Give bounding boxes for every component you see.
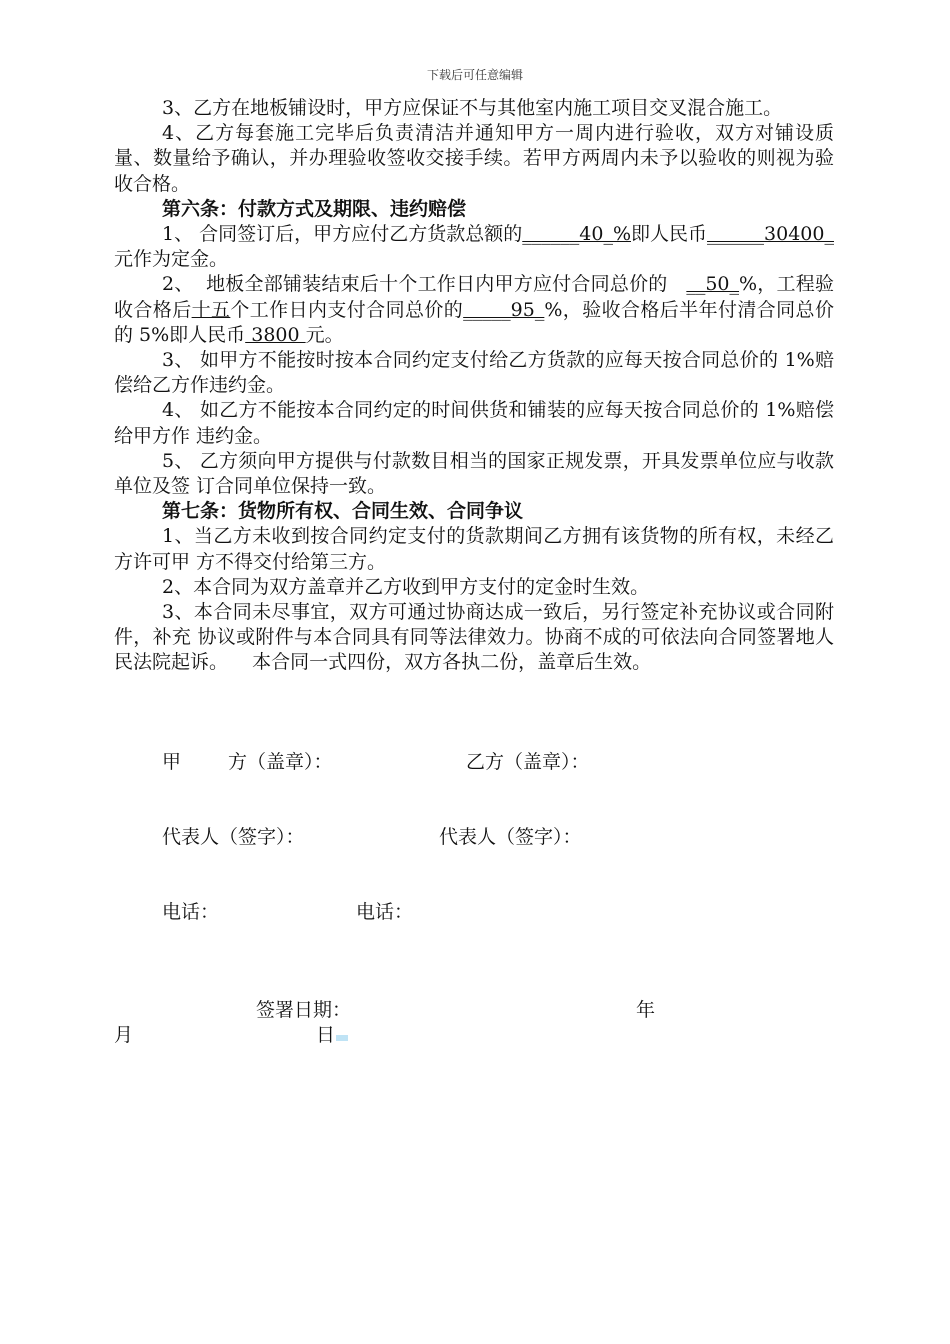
clause6-item5: 5、 乙方须向甲方提供与付款数目相当的国家正规发票，开具发票单位应与收款单位及签 订合同单位保持一致。 xyxy=(114,449,834,498)
rep-a-label: 代表人（签字）： xyxy=(162,826,305,848)
phone-b-label: 电话： xyxy=(356,901,414,923)
clause6-item1-text: 1、 合同签订后，甲方应付乙方货款总额的 xyxy=(162,223,523,246)
clause7-item2: 2、本合同为双方盖章并乙方收到甲方支付的定金时生效。 xyxy=(162,575,650,598)
clause5-item3: 3、乙方在地板铺设时，甲方应保证不与其他室内施工项目交叉混合施工。 xyxy=(162,97,783,119)
rep-b-label: 代表人（签字）： xyxy=(439,826,582,848)
contract-body xyxy=(114,96,834,676)
clause7-item1: 1、当乙方未收到按合同约定支付的货款期间乙方拥有该货物的所有权，未经乙方许可甲 方不得交付给第三方。 xyxy=(114,525,834,573)
clause6-item1-text3: 元作为定金。 xyxy=(114,248,229,271)
deposit-percent: ______40_% xyxy=(522,223,631,246)
final-amount: 3800 xyxy=(245,323,306,346)
clause7-item3: 3、本合同未尽事宜，双方可通过协商达成一致后，另行签定补充协议或合同附件，补充 协议或附件与本合同具有同等法律效力。协商不成的可依法向合同签署地人民法院起诉。 本合同一式四份，双方各执二份，盖章后生效。 xyxy=(114,601,834,674)
clause6-item2-text4: %，验收合格后半年付清合同总价的 5%即人民币 xyxy=(114,298,834,346)
acceptance-days: 十五 xyxy=(191,298,231,321)
cursor-highlight xyxy=(336,1035,348,1041)
clause6-item1 xyxy=(114,222,834,272)
clause7-title: 第七条：货物所有权、合同生效、合同争议 xyxy=(162,500,524,523)
install-percent: __50_ xyxy=(686,273,740,296)
clause5-item4: 4、乙方每套施工完毕后负责清洁并通知甲方一周内进行验收，双方对铺设质量、数量给予确认，并办理验收签收交接手续。若甲方两周内未予以验收的则视为验收合格。 xyxy=(114,122,834,195)
party-a-label-2: 方（盖章）： xyxy=(228,751,333,773)
clause6-item1-text2: 即人民币 xyxy=(631,223,708,246)
acceptance-percent: _____95_ xyxy=(463,298,545,321)
date-month: 月 xyxy=(114,1024,134,1046)
clause6-item2-text2: %，工程验收合格后 xyxy=(114,273,834,321)
clause6-item2-text: 2、 地板全部铺装结束后十个工作日内甲方应付合同总价的 xyxy=(162,273,687,296)
clause6-title: 第六条：付款方式及期限、违约赔偿 xyxy=(162,197,467,220)
phone-a-label: 电话： xyxy=(162,901,220,923)
page-header: 下载后可任意编辑 xyxy=(426,68,523,82)
deposit-amount: ______30400_ xyxy=(707,223,834,246)
clause6-item4: 4、 如乙方不能按本合同约定的时间供货和铺装的应每天按合同总价的 1%赔偿给甲方作 违约金。 xyxy=(114,399,834,447)
clause6-item2-text3: 个工作日内支付合同总价的 xyxy=(230,298,464,321)
date-label: 签署日期： xyxy=(256,999,352,1021)
date-day: 日 xyxy=(316,1024,336,1046)
party-a-label-1: 甲 xyxy=(162,751,182,773)
clause6-item2 xyxy=(114,272,834,348)
clause6-item2-text5: 元。 xyxy=(305,323,344,346)
date-year: 年 xyxy=(636,999,656,1021)
clause6-item3: 3、 如甲方不能按时按本合同约定支付给乙方货款的应每天按合同总价的 1%赔偿给乙方作违约金。 xyxy=(114,349,834,397)
party-b-label: 乙方（盖章）： xyxy=(466,751,590,773)
